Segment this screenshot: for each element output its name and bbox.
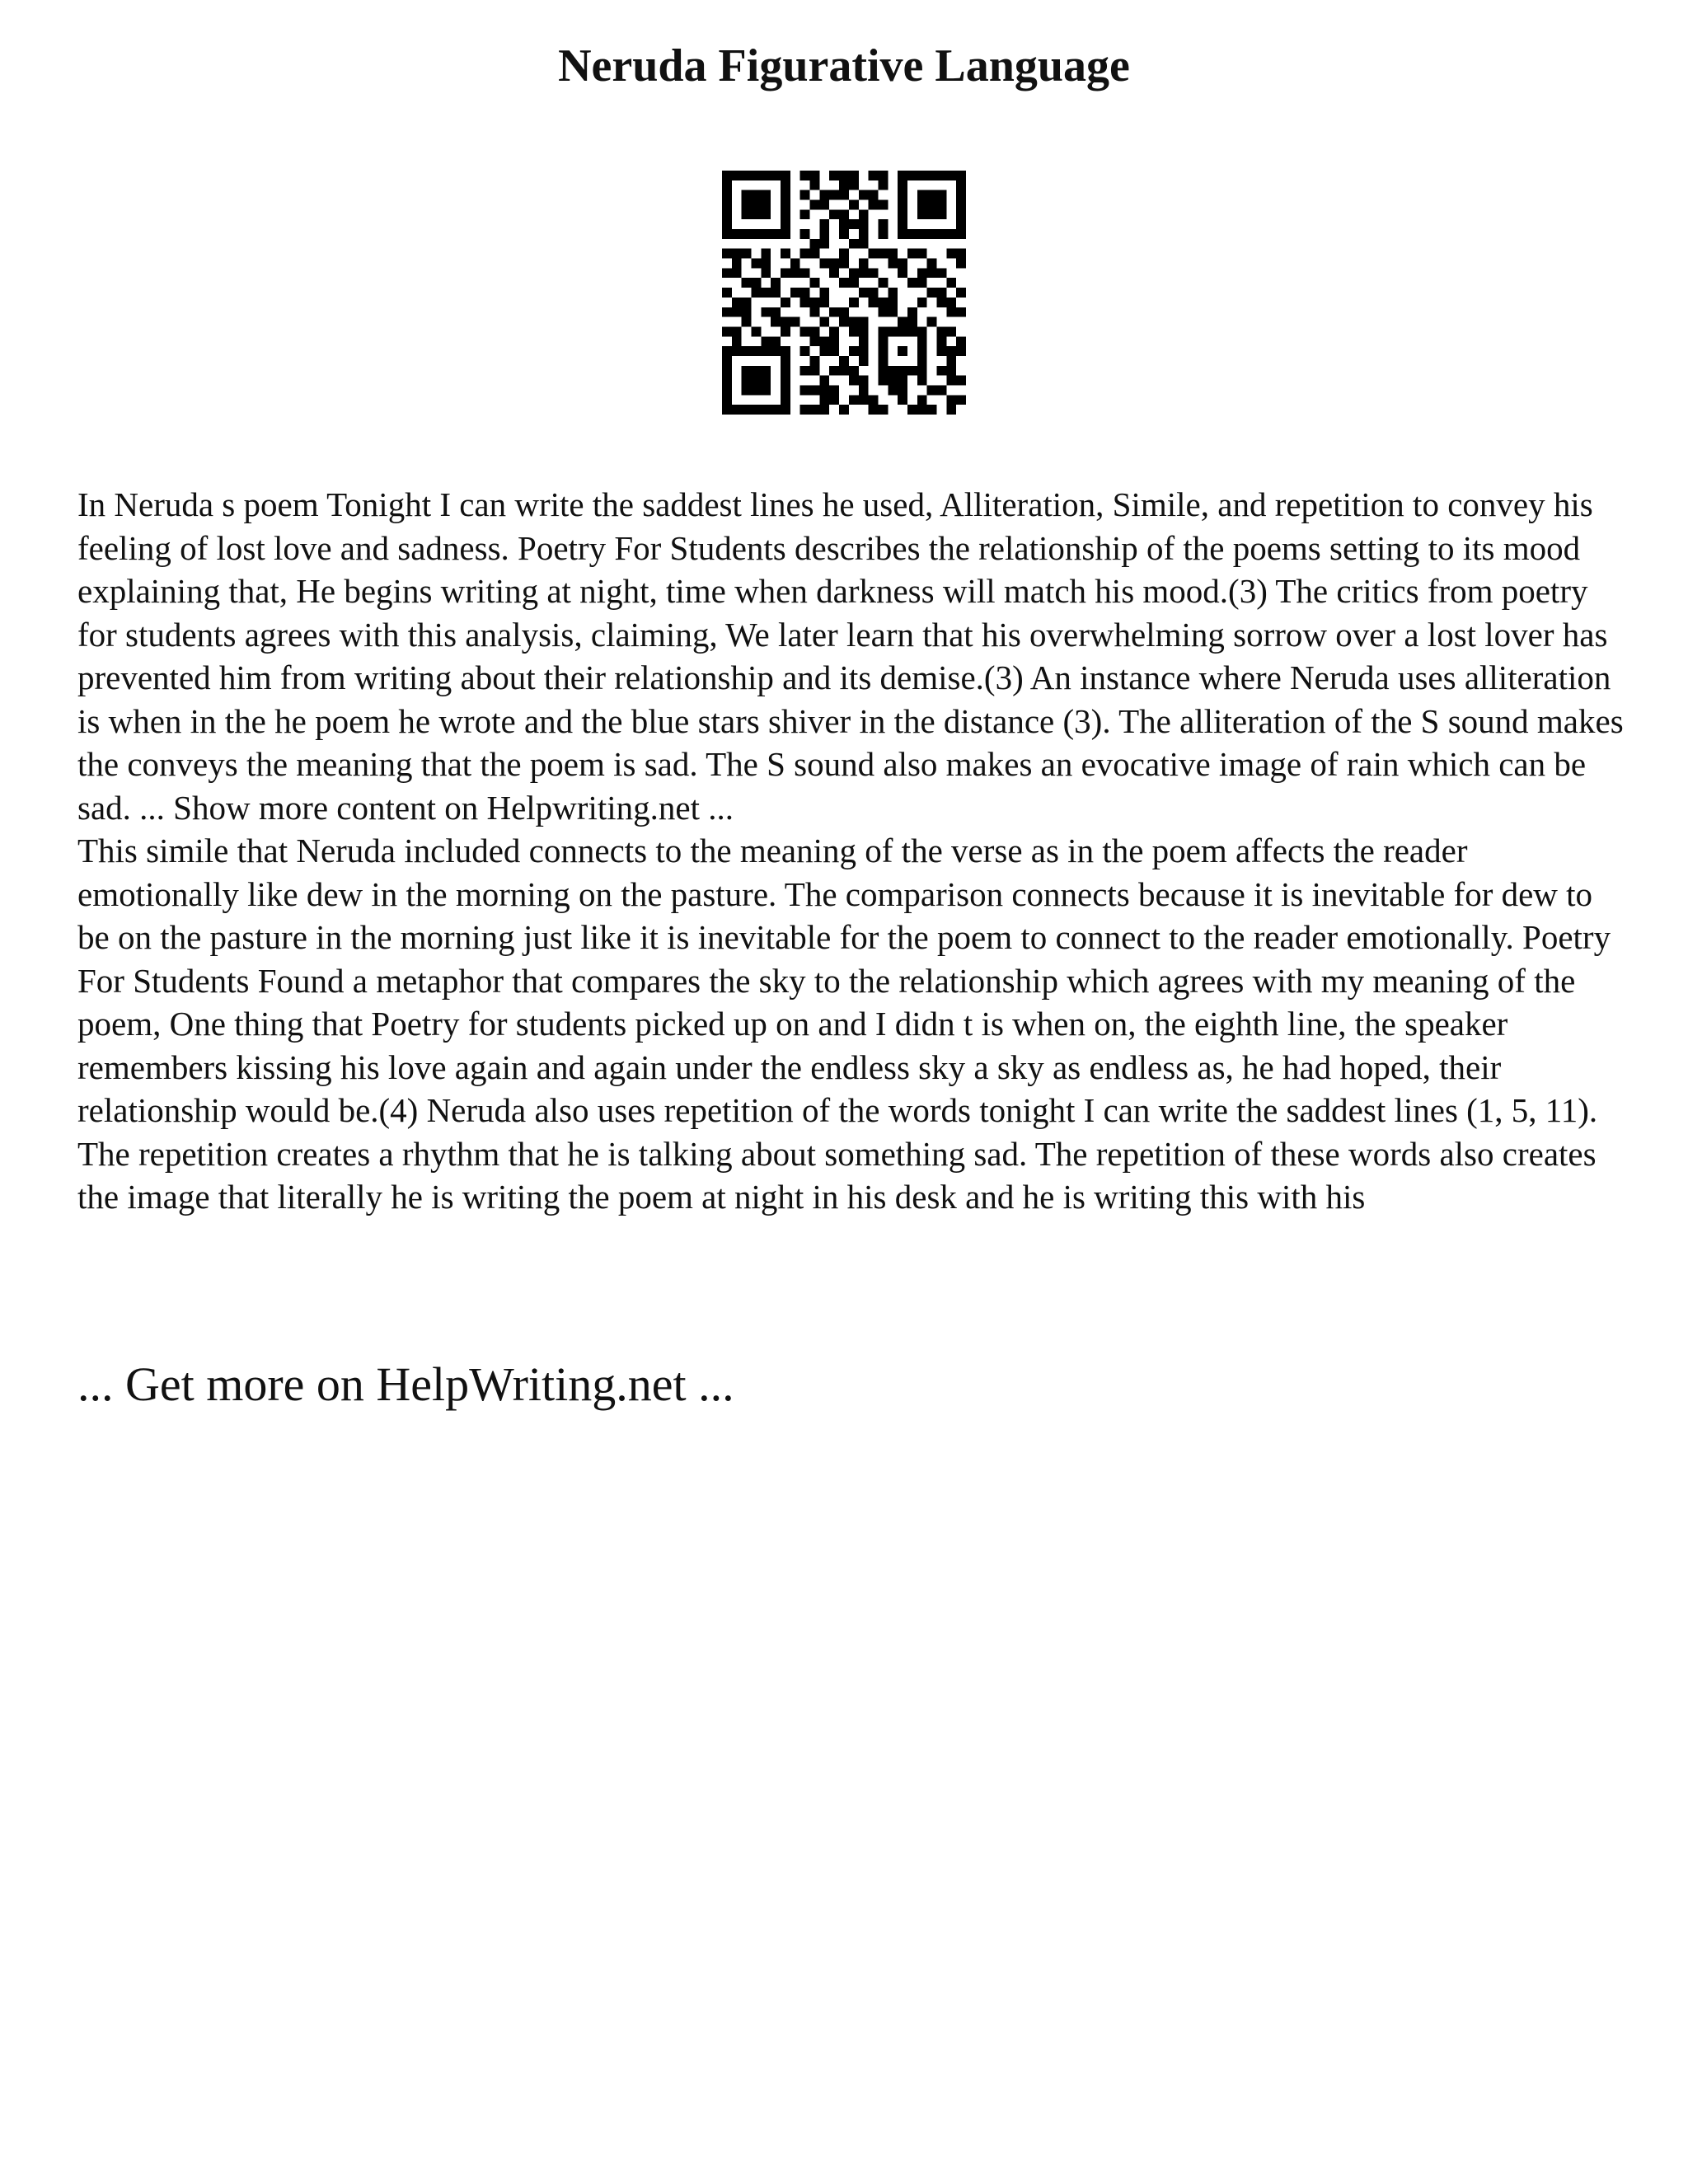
paragraph: In Neruda s poem Tonight I can write the saddest lines he used, Alliteration, Simile, and repetition to convey his feeling of lost love and sadness. Poetry For Students describes the relationship of the poems setting to its mood explaining that, He begins writing at night, time when darkness will match his mood.(3) The critics from poetry for students agrees with this analysis, claiming, We later learn that his overwhelming sorrow over a lost lover has prevented him from writing about their relationship and its demise.(3) An instance where Neruda uses alliteration is when in the he poem he wrote and the blue stars shiver in the distance (3). The alliteration of the S sound makes the conveys the meaning that the poem is sad. The S sound also makes an evocative image of rain which can be sad. ... Show more content on Helpwriting.net ... [77, 485, 1624, 827]
page-title: Neruda Figurative Language [558, 40, 1130, 91]
article-body [77, 483, 1627, 1219]
paragraph: This simile that Neruda included connects to the meaning of the verse as in the poem affects the reader emotionally like dew in the morning on the pasture. The comparison connects because it is inevitable for dew to be on the pasture in the morning just like it is inevitable for the poem to connect to the reader emotionally. Poetry For Students Found a metaphor that compares the sky to the relationship which agrees with my meaning of the poem, One thing that Poetry for students picked up on and I didn t is when on, the eighth line, the speaker remembers kissing his love again and again under the endless sky a sky as endless as, he had hoped, their relationship would be.(4) Neruda also uses repetition of the words tonight I can write the saddest lines (1, 5, 11). The repetition creates a rhythm that he is talking about something sad. The repetition of these words also creates the image that literally he is writing the poem at night in his desk and he is writing this with his [77, 832, 1611, 1216]
qr-code [722, 171, 966, 415]
get-more-link[interactable]: ... Get more on HelpWriting.net ... [77, 1357, 734, 1411]
